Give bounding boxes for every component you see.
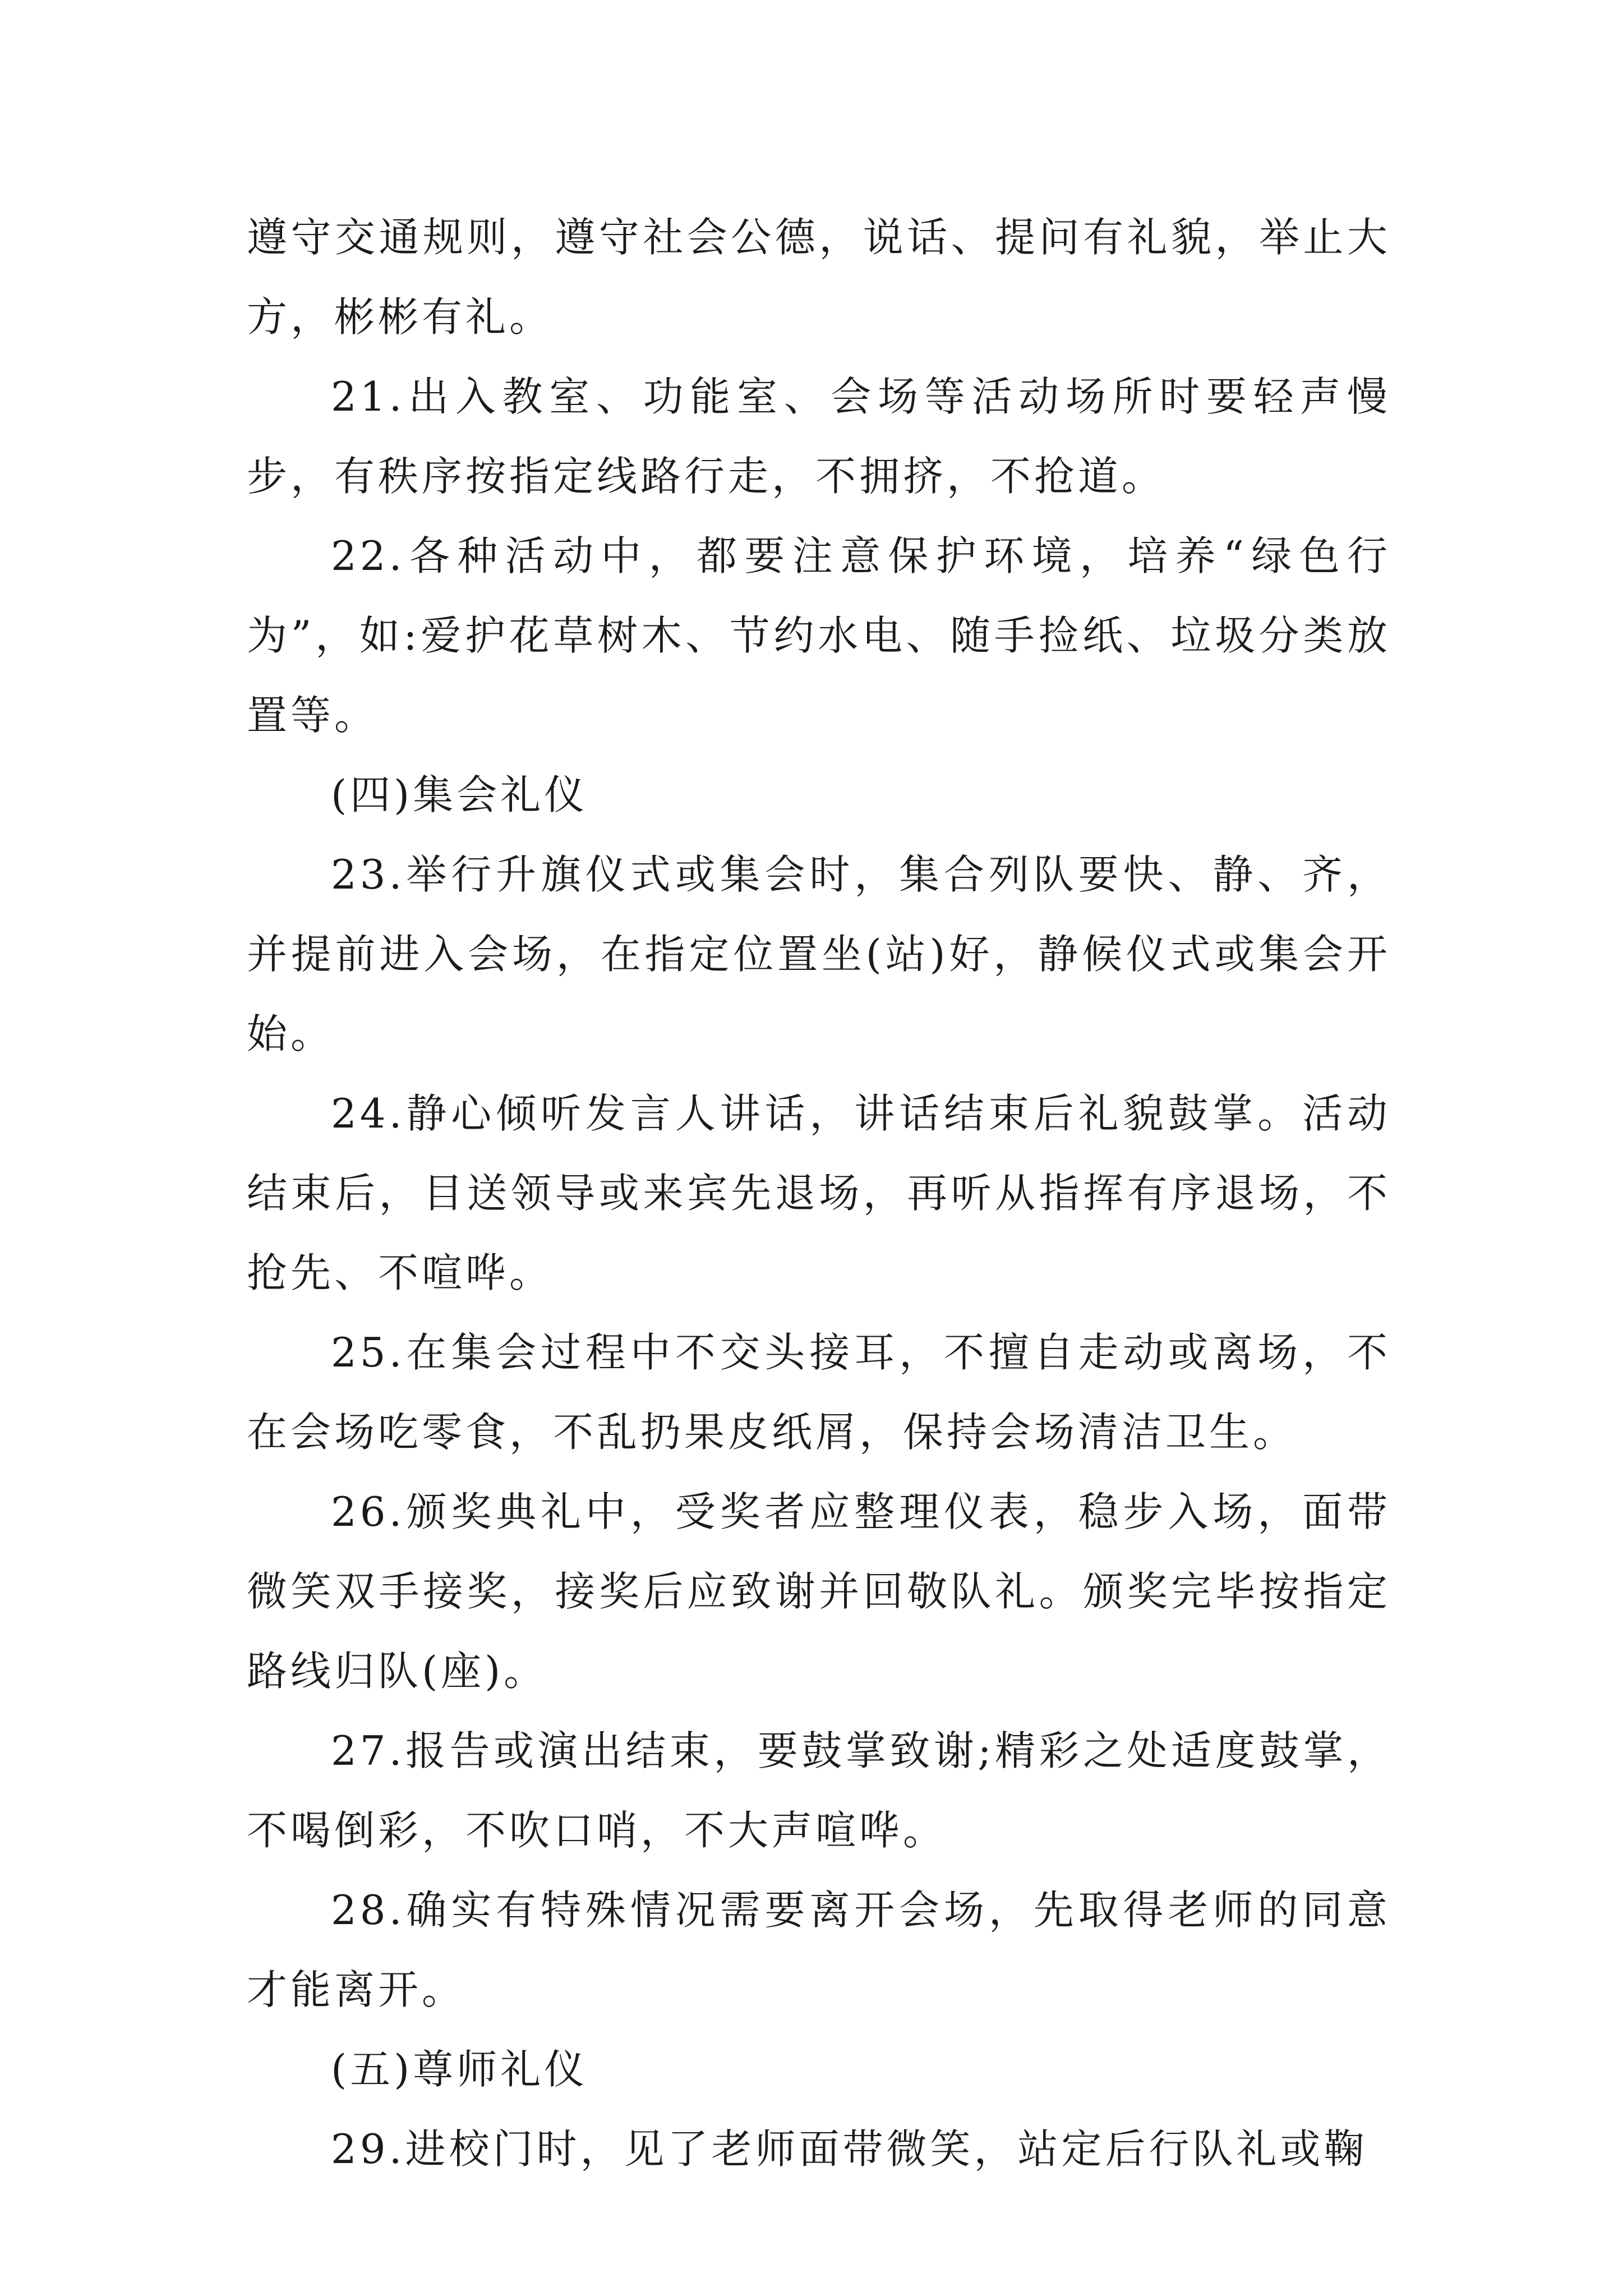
paragraph-item-25: 25.在集会过程中不交头接耳，不擅自走动或离场，不在会场吃零食，不乱扔果皮纸屑，保持会场清洁卫生。 — [247, 1329, 1391, 1456]
paragraph-item-29: 29.进校门时，见了老师面带微笑，站定后行队礼或鞠 — [331, 2125, 1368, 2173]
paragraph-item-22: 22.各种活动中，都要注意保护环境，培养“绿色行为”，如:爱护花草树木、节约水电、随手捡纸、垃圾分类放置等。 — [247, 532, 1391, 739]
paragraph-item-26: 26.颁奖典礼中，受奖者应整理仪表，稳步入场，面带微笑双手接奖，接奖后应致谢并回敬队礼。颁奖完毕按指定路线归队(座)。 — [247, 1488, 1391, 1695]
section-heading-assembly-etiquette: (四)集会礼仪 — [331, 771, 588, 818]
paragraph-item-23: 23.举行升旗仪式或集会时，集合列队要快、静、齐，并提前进入会场，在指定位置坐(站)好，静候仪式或集会开始。 — [247, 851, 1391, 1057]
section-heading-teacher-etiquette: (五)尊师礼仪 — [331, 2046, 588, 2093]
paragraph-item-27: 27.报告或演出结束，要鼓掌致谢;精彩之处适度鼓掌，不喝倒彩，不吹口哨，不大声喧哗。 — [247, 1727, 1391, 1854]
paragraph-item-28: 28.确实有特殊情况需要离开会场，先取得老师的同意才能离开。 — [247, 1887, 1391, 2013]
paragraph-continuation: 遵守交通规则，遵守社会公德，说话、提问有礼貌，举止大方，彬彬有礼。 — [247, 214, 1391, 341]
paragraph-item-24: 24.静心倾听发言人讲话，讲话结束后礼貌鼓掌。活动结束后，目送领导或来宾先退场，再听从指挥有序退场，不抢先、不喧哗。 — [247, 1090, 1391, 1296]
paragraph-item-21: 21.出入教室、功能室、会场等活动场所时要轻声慢步，有秩序按指定线路行走，不拥挤，不抢道。 — [247, 373, 1391, 500]
document-body — [247, 197, 1391, 2189]
